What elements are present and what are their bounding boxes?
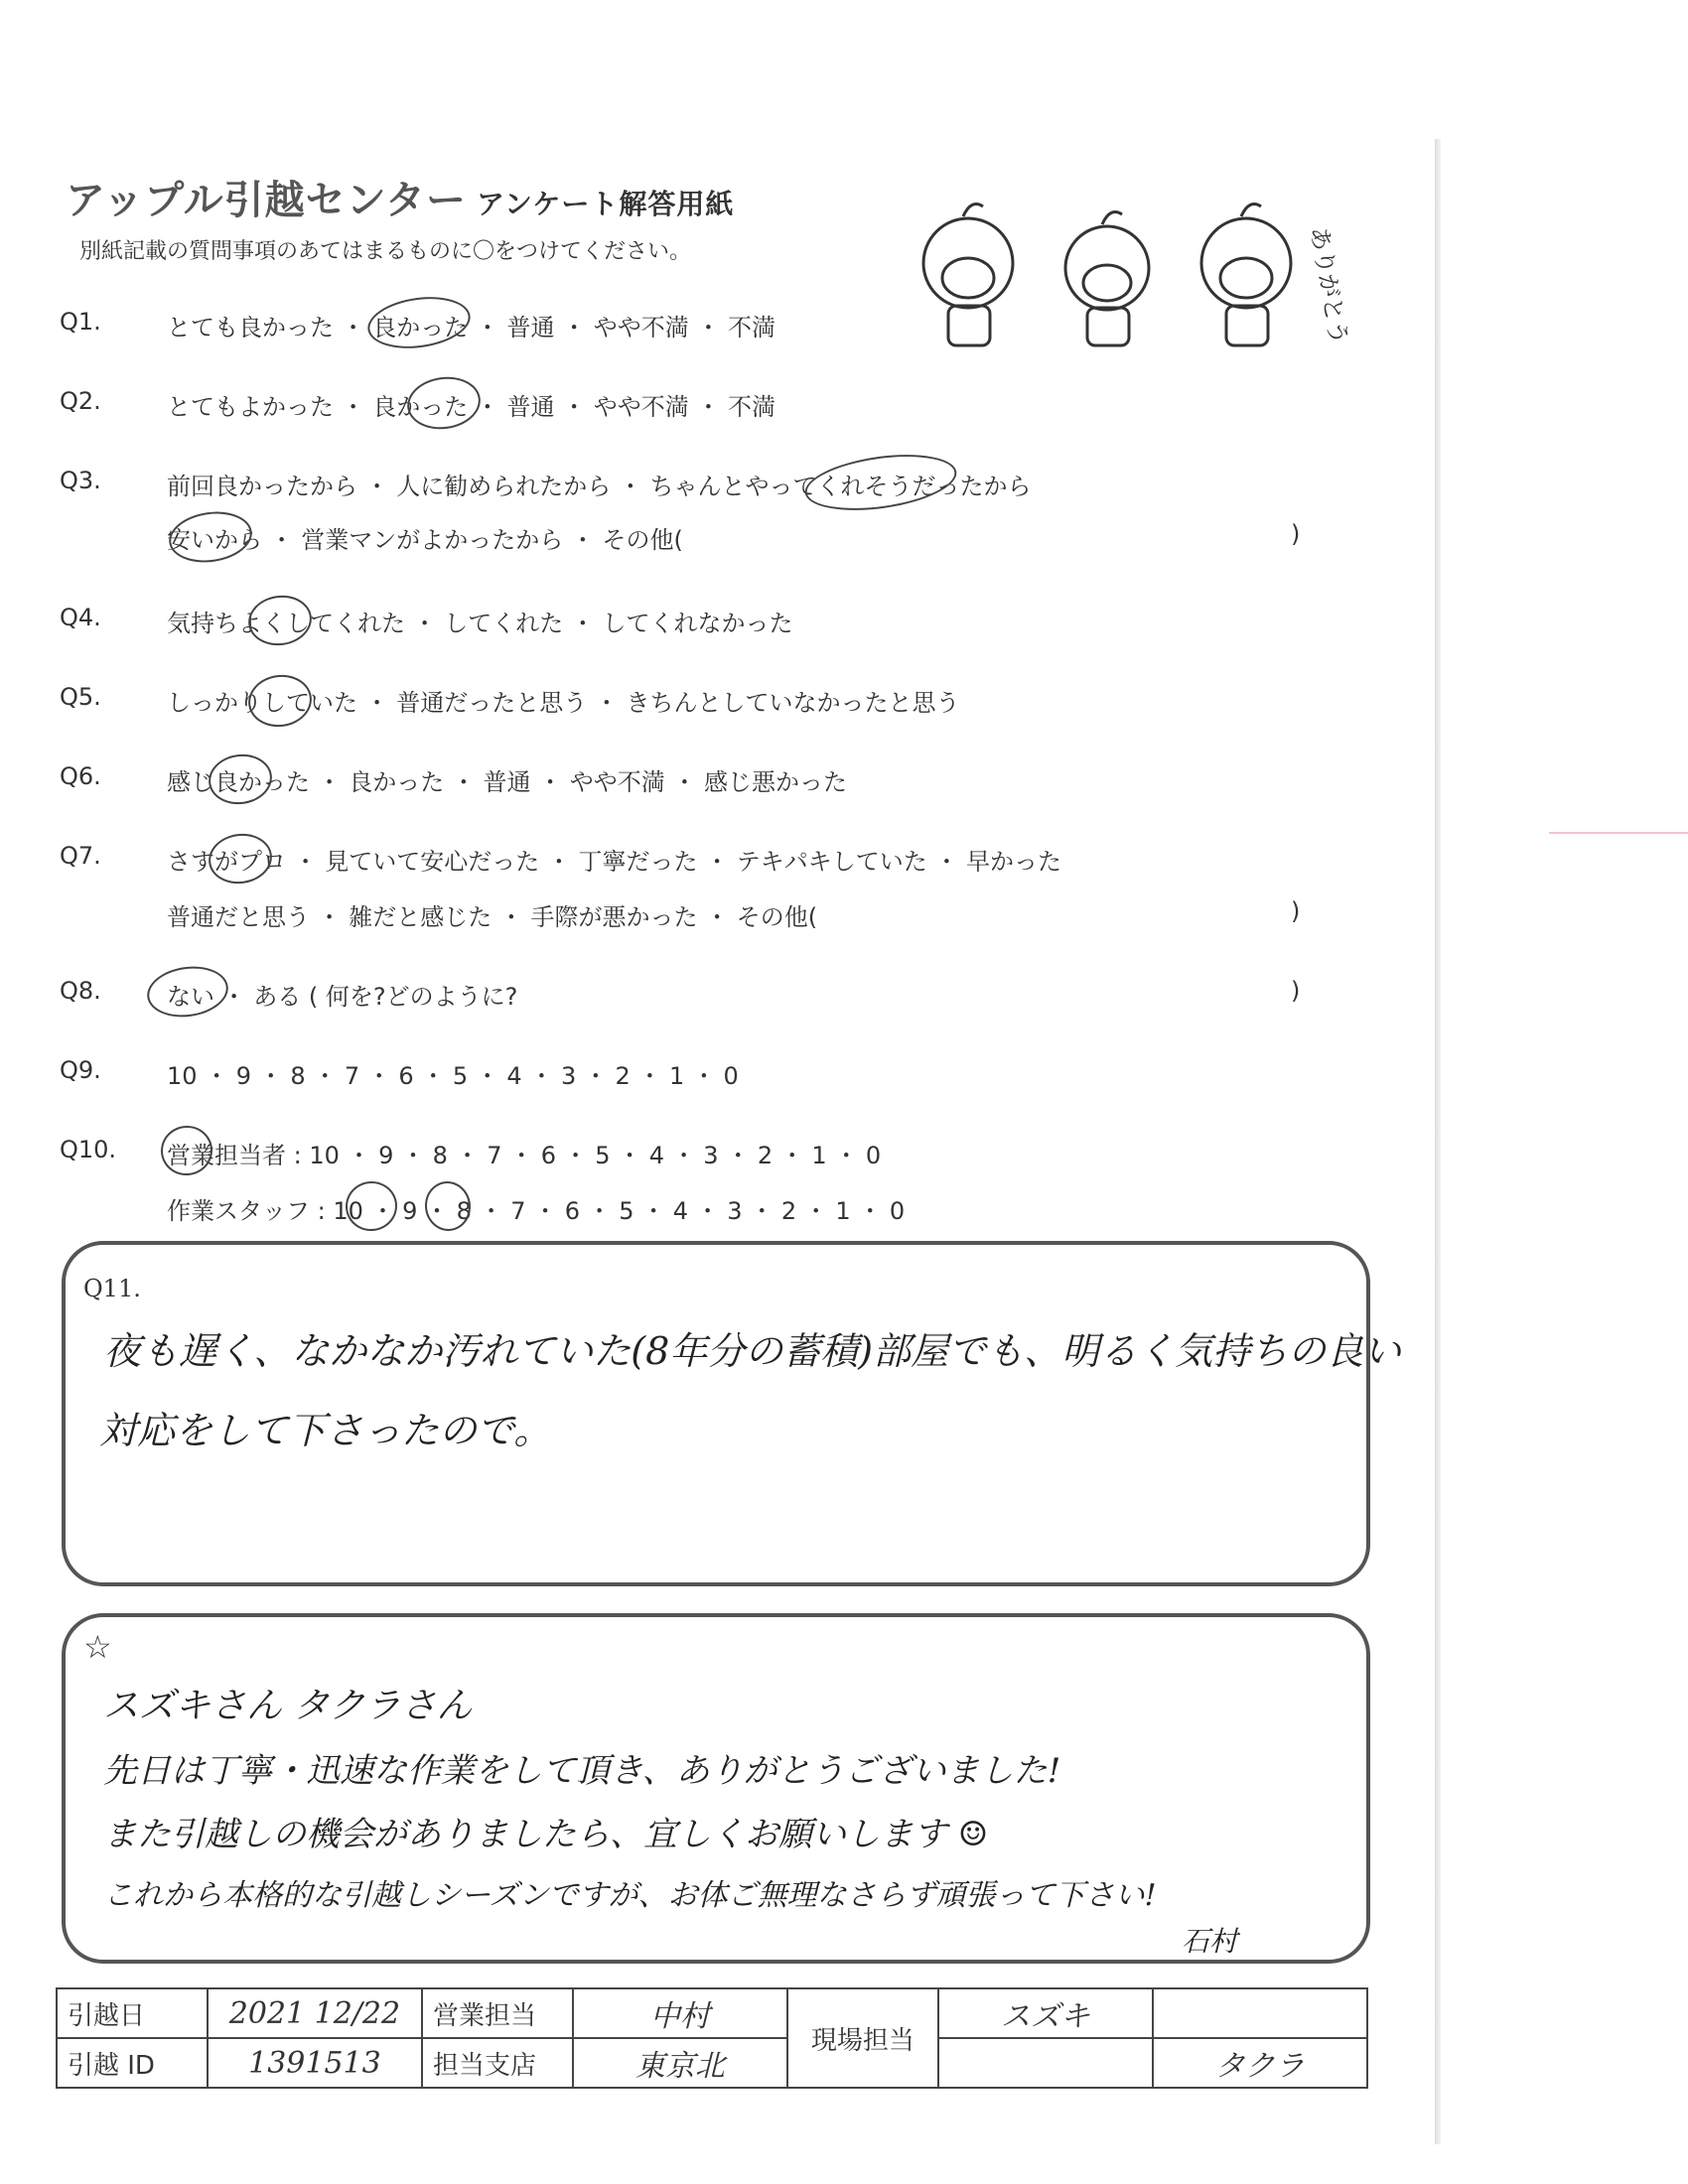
message-line: また引越しの機会がありましたら、宜しくお願いします ☺ <box>103 1815 989 1854</box>
instruction-text: 別紙記載の質問事項のあてはまるものに〇をつけてください。 <box>79 239 692 264</box>
answer-circle <box>144 962 231 1023</box>
question-number: Q7. <box>60 842 101 870</box>
answer-circle <box>801 447 960 519</box>
question-number: Q9. <box>60 1056 101 1084</box>
scan-artifact-line <box>1549 832 1688 834</box>
answer-circle <box>404 372 485 434</box>
site-staff-blank <box>1153 1988 1367 2038</box>
answer-circle <box>245 592 315 649</box>
q11-comment-line: 対応をして下さったので。 <box>99 1409 552 1452</box>
q11-comment-line: 夜も遅く、なかなか汚れていた(8年分の蓄積)部屋でも、明るく気持ちの良い <box>103 1329 1402 1373</box>
mascot-illustration <box>894 189 1360 357</box>
question-number: Q10. <box>60 1136 117 1163</box>
question-options: 安いから ・ 営業マンがよかったから ・ その他( <box>167 526 683 554</box>
question-options: しっかりしていた ・ 普通だったと思う ・ きちんとしていなかったと思う <box>167 689 960 717</box>
question-options: 10 ・ 9 ・ 8 ・ 7 ・ 6 ・ 5 ・ 4 ・ 3 ・ 2 ・ 1 ・ 0 <box>167 1062 739 1090</box>
question-options: ない ・ ある ( 何を?どのように? <box>167 983 518 1011</box>
company-name: アップル引越センター <box>66 178 467 223</box>
branch-value: 東京北 <box>573 2038 787 2088</box>
move-id-label: 引越 ID <box>57 2038 208 2088</box>
answer-circle <box>364 291 474 354</box>
monkey-icon <box>1065 212 1149 345</box>
closing-paren: ) <box>1291 897 1301 925</box>
monkey-icon <box>923 205 1013 345</box>
answer-circle <box>245 671 316 731</box>
question-options: 感じ良かった ・ 良かった ・ 普通 ・ やや不満 ・ 感じ悪かった <box>167 768 848 796</box>
move-date-value: 2021 12/22 <box>208 1988 422 2038</box>
page-edge-shadow <box>1435 139 1441 2144</box>
answer-circle <box>206 830 275 887</box>
mascot-caption: ありがとう <box>1305 224 1353 347</box>
monkey-icon <box>1201 205 1291 345</box>
form-title <box>66 169 734 225</box>
site-staff-2: タクラ <box>1153 2038 1367 2088</box>
question-options: 気持ちよくしてくれた ・ してくれた ・ してくれなかった <box>167 610 793 637</box>
sales-value: 中村 <box>573 1988 787 2038</box>
question-options: さすがプロ ・ 見ていて安心だった ・ 丁寧だった ・ テキパキしていた ・ 早かった <box>167 848 1062 876</box>
message-line: スズキさん タクラさん <box>103 1686 473 1726</box>
question-options: 作業スタッフ : 10 ・ 9 ・ 8 ・ 7 ・ 6 ・ 5 ・ 4 ・ 3 ・ 2 ・ 1 ・ 0 <box>167 1197 906 1225</box>
info-table <box>56 1987 1368 2089</box>
message-line: 先日は丁寧・迅速な作業をして頂き、ありがとうございました! <box>103 1751 1061 1791</box>
question-number: Q4. <box>60 604 101 631</box>
message-line: これから本格的な引越しシーズンですが、お体ご無理なさらず頑張って下さい! <box>103 1878 1157 1913</box>
sales-label: 営業担当 <box>422 1988 573 2038</box>
closing-paren: ) <box>1291 977 1301 1005</box>
question-number: Q2. <box>60 387 101 415</box>
question-number: Q1. <box>60 308 101 336</box>
star-icon: ☆ <box>83 1628 112 1666</box>
question-options: 普通だと思う ・ 雑だと感じた ・ 手際が悪かった ・ その他( <box>167 903 818 931</box>
site-staff-1: スズキ <box>938 1988 1153 2038</box>
branch-label: 担当支店 <box>422 2038 573 2088</box>
site-staff-blank <box>938 2038 1153 2088</box>
question-number: Q5. <box>60 683 101 711</box>
form-subtitle: アンケート解答用紙 <box>477 188 735 220</box>
question-options: とてもよかった ・ 良かった ・ 普通 ・ やや不満 ・ 不満 <box>167 393 776 421</box>
move-date-label: 引越日 <box>57 1988 208 2038</box>
question-number: Q8. <box>60 977 101 1005</box>
question-options: 営業担当者 : 10 ・ 9 ・ 8 ・ 7 ・ 6 ・ 5 ・ 4 ・ 3 ・ 2 ・ 1 ・ 0 <box>167 1142 882 1169</box>
answer-circle <box>206 751 275 808</box>
signature: 石村 <box>1182 1925 1238 1958</box>
question-options: 前回良かったから ・ 人に勧められたから ・ ちゃんとやってくれそうだったから <box>167 473 1032 500</box>
answer-circle <box>166 506 255 567</box>
move-id-value: 1391513 <box>208 2038 422 2088</box>
question-number: Q3. <box>60 467 101 494</box>
question-options: とても良かった ・ 良かった ・ 普通 ・ やや不満 ・ 不満 <box>167 314 776 341</box>
site-staff-label: 現場担当 <box>787 1988 938 2088</box>
closing-paren: ) <box>1291 520 1301 548</box>
question-number: Q6. <box>60 762 101 790</box>
q11-label: Q11. <box>83 1275 141 1302</box>
